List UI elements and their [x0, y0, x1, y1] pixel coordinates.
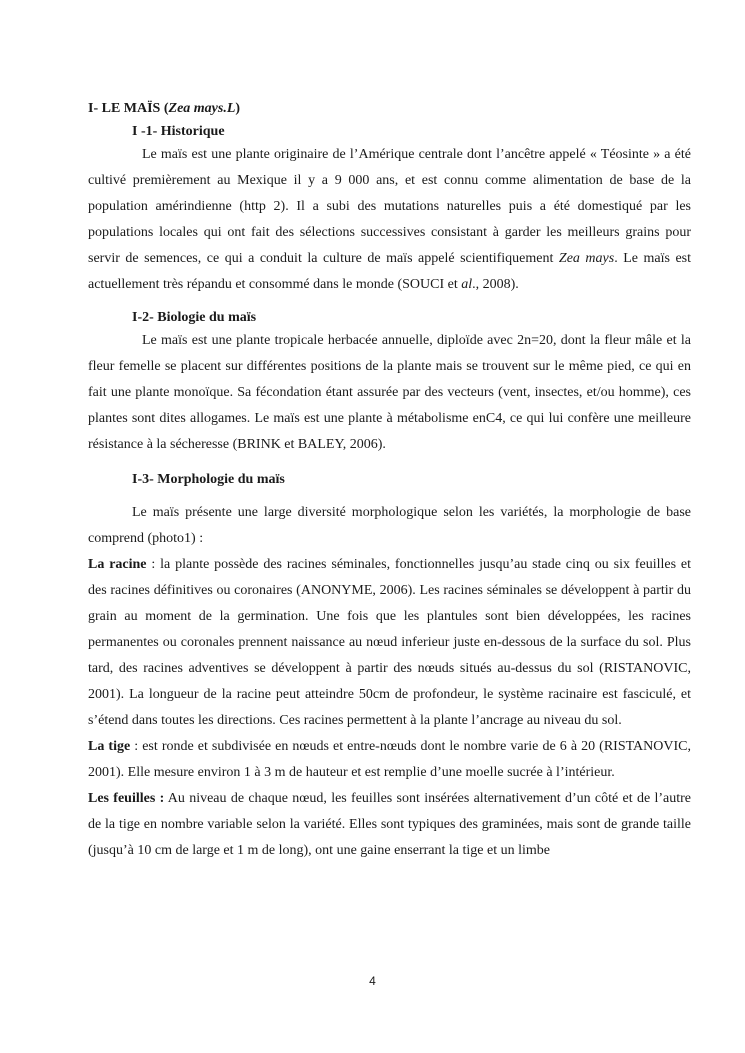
- paragraph-biologie: Le maïs est une plante tropicale herbacée annuelle, diploïde avec 2n=20, dont la fleur mâle et la fleur femelle se placent sur différentes positions de la plante mais se trouvent sur le même pied, ce qui en fait une plante monoïque. Sa fécondation étant assurée par des vecteurs (vent, insectes, et/ou homme), ces plantes sont dites allogames. Le maïs est une plante à métabolisme enC4, ce qui lui confère une meilleure résistance à la sécheresse (BRINK et BALEY, 2006).: [88, 333, 691, 452]
- document-body: [88, 100, 691, 864]
- chapter-title-suffix: ): [235, 101, 241, 116]
- label-tige: La tige: [88, 739, 131, 754]
- paragraph-racine: La racine : la plante possède des racines séminales, fonctionnelles jusqu’au stade cinq ou six feuilles et des racines définitives ou coronaires (ANONYME, 2006). Les racines séminales se développent à partir du grain au moment de la germination. Une fois que les plantules sont bien développées, les racines permanentes ou coronales prennent naissance au nœud inferieur juste en-dessous de la surface du sol. Plus tard, des racines adventives se développent à partir des nœuds situés au-dessus du sol (RISTANOVIC, 2001). La longueur de la racine peut atteindre 50cm de profondeur, le système racinaire est fasciculé, et s’étend dans toutes les directions. Ces racines permettent à la plante l’ancrage au niveau du sol.: [88, 557, 691, 728]
- paragraph-historique: Le maïs est une plante originaire de l’Amérique centrale dont l’ancêtre appelé « Téosinte » a été cultivé premièrement au Mexique il y a 9 000 ans, et est connu comme alimentation de base de la population amérindienne (http 2). Il a subi des mutations naturelles puis a été domestiqué par les populations locales qui ont fait des sélections successives consistant à garder les meilleurs grains pour servir de semences, ce qui a conduit la culture de maïs appelé scientifiquement Zea mays. Le maïs est actuellement très répandu et consommé dans le monde (SOUCI et al., 2008).: [88, 147, 692, 292]
- label-feuilles: Les feuilles :: [88, 791, 165, 806]
- chapter-title-latin: Zea mays.L: [168, 101, 236, 116]
- label-racine: La racine: [88, 557, 147, 572]
- section-title-biologie: I-2- Biologie du maïs: [132, 310, 257, 325]
- section-title-historique: I -1- Historique: [132, 124, 225, 139]
- chapter-title: [88, 100, 691, 118]
- page-number: 4: [369, 974, 376, 988]
- section-title-morphologie: I-3- Morphologie du maïs: [132, 472, 285, 487]
- paragraph-tige: La tige : est ronde et subdivisée en nœuds et entre-nœuds dont le nombre varie de 6 à 20 (RISTANOVIC, 2001). Elle mesure environ 1 à 3 m de hauteur et est remplie d’une moelle sucrée à l’intérieur.: [88, 739, 691, 780]
- paragraph-feuilles: Les feuilles : Au niveau de chaque nœud, les feuilles sont insérées alternativement d’un côté et de l’autre de la tige en nombre variable selon la variété. Elles sont typiques des graminées, mais sont de grande taille (jusqu’à 10 cm de large et 1 m de long), ont une gaine enserrant la tige et un limbe: [88, 791, 691, 858]
- chapter-title-prefix: I- LE MAÏS (: [88, 101, 169, 116]
- paragraph-morphologie-intro: Le maïs présente une large diversité morphologique selon les variétés, la morphologie de base comprend (photo1) :: [88, 505, 691, 546]
